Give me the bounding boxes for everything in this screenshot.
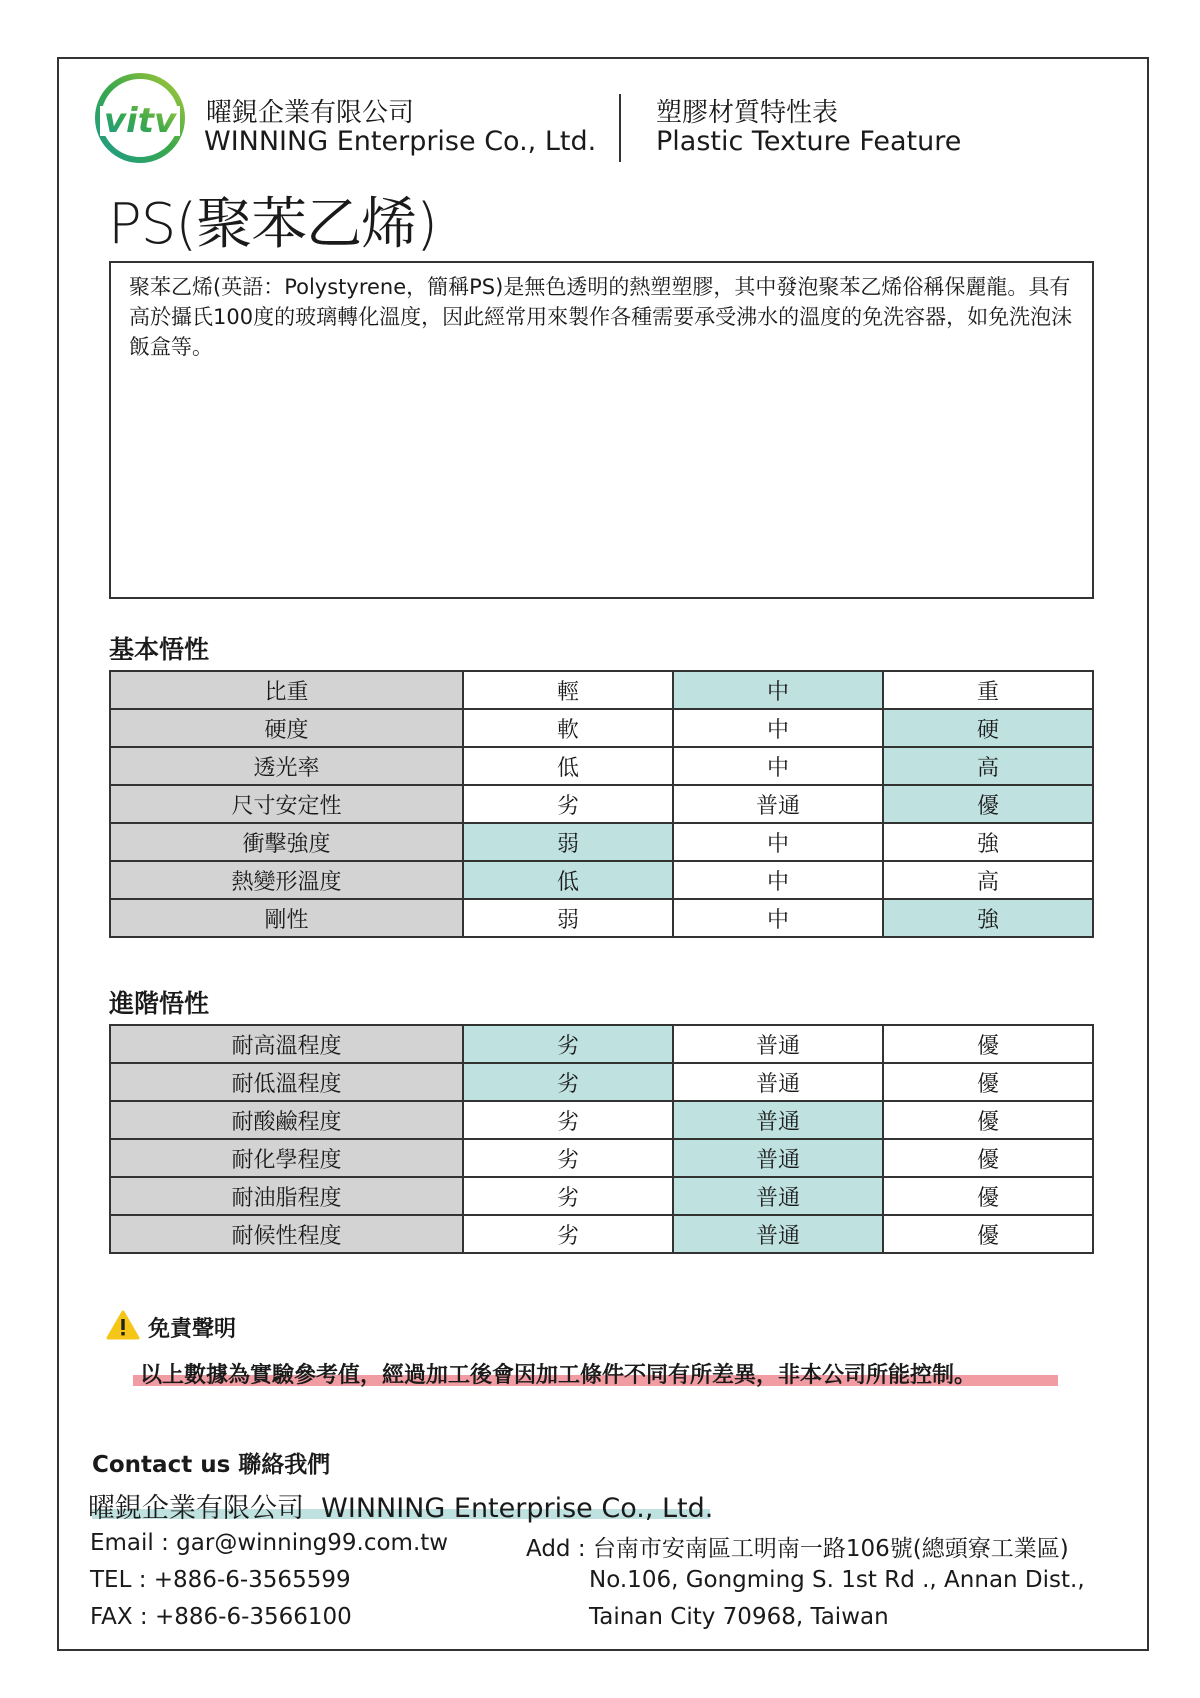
property-label: 耐酸鹼程度	[110, 1101, 463, 1139]
basic-section-title: 基本悟性	[109, 635, 210, 664]
table-row	[110, 1025, 1093, 1063]
table-row	[110, 861, 1093, 899]
property-label: 耐候性程度	[110, 1215, 463, 1253]
advanced-properties-table	[109, 1024, 1094, 1254]
property-option-selected: 普通	[673, 1177, 883, 1215]
property-label: 硬度	[110, 709, 463, 747]
property-option: 中	[673, 823, 883, 861]
material-title: PS(聚苯乙烯)	[108, 192, 438, 257]
property-label: 耐化學程度	[110, 1139, 463, 1177]
disclaimer-text: 以上數據為實驗參考值，經過加工後會因加工條件不同有所差異，非本公司所能控制。	[140, 1363, 977, 1388]
property-option: 優	[883, 1025, 1093, 1063]
table-row	[110, 785, 1093, 823]
property-option-selected: 普通	[673, 1215, 883, 1253]
property-option: 普通	[673, 1025, 883, 1063]
basic-properties-table	[109, 670, 1094, 938]
property-option: 弱	[463, 899, 673, 937]
property-option: 中	[673, 861, 883, 899]
company-logo	[92, 70, 188, 166]
property-label: 剛性	[110, 899, 463, 937]
doc-title-en: Plastic Texture Feature	[656, 126, 962, 157]
property-option-selected: 硬	[883, 709, 1093, 747]
header-divider	[619, 94, 621, 162]
property-option: 中	[673, 709, 883, 747]
warning-icon	[106, 1310, 140, 1340]
table-row	[110, 1139, 1093, 1177]
description-box	[109, 261, 1094, 599]
property-option-selected: 強	[883, 899, 1093, 937]
property-label: 熱變形溫度	[110, 861, 463, 899]
property-option: 強	[883, 823, 1093, 861]
property-option: 重	[883, 671, 1093, 709]
description-text: 聚苯乙烯(英語：Polystyrene，簡稱PS)是無色透明的熱塑塑膠，其中發泡聚苯乙烯俗稱保麗龍。具有高於攝氏100度的玻璃轉化溫度，因此經常用來製作各種需要承受沸水的溫度的免洗容器，如免洗泡沫飯盒等。	[129, 275, 1073, 359]
property-label: 尺寸安定性	[110, 785, 463, 823]
property-option-selected: 高	[883, 747, 1093, 785]
contact-address-cn: Add : 台南市安南區工明南一路106號(總頭寮工業區)	[526, 1536, 1069, 1562]
svg-text:vitv: vitv	[103, 101, 177, 141]
property-option: 優	[883, 1101, 1093, 1139]
property-option: 優	[883, 1177, 1093, 1215]
property-option: 劣	[463, 1101, 673, 1139]
contact-address-en-2: Tainan City 70968, Taiwan	[589, 1604, 889, 1630]
property-option: 優	[883, 1063, 1093, 1101]
property-option: 高	[883, 861, 1093, 899]
property-option: 劣	[463, 1139, 673, 1177]
company-name-cn: 曜鋧企業有限公司	[206, 98, 415, 128]
property-option: 優	[883, 1215, 1093, 1253]
table-row	[110, 1063, 1093, 1101]
property-option: 普通	[673, 1063, 883, 1101]
company-name-en: WINNING Enterprise Co., Ltd.	[204, 126, 597, 157]
contact-email[interactable]: Email : gar@winning99.com.tw	[90, 1530, 449, 1556]
contact-company: 曜鋧企業有限公司 WINNING Enterprise Co., Ltd.	[88, 1493, 714, 1524]
contact-title: Contact us 聯絡我們	[92, 1452, 331, 1478]
property-option: 劣	[463, 1177, 673, 1215]
table-row	[110, 1215, 1093, 1253]
property-label: 衝擊強度	[110, 823, 463, 861]
contact-fax: FAX : +886-6-3566100	[90, 1604, 352, 1630]
property-label: 透光率	[110, 747, 463, 785]
property-option: 低	[463, 747, 673, 785]
table-row	[110, 899, 1093, 937]
contact-address-en-1: No.106, Gongming S. 1st Rd ., Annan Dist.,	[589, 1567, 1085, 1593]
property-option: 劣	[463, 785, 673, 823]
property-option: 優	[883, 1139, 1093, 1177]
property-option-selected: 普通	[673, 1139, 883, 1177]
property-option-selected: 低	[463, 861, 673, 899]
property-option: 輕	[463, 671, 673, 709]
property-option: 軟	[463, 709, 673, 747]
property-option: 中	[673, 899, 883, 937]
property-label: 耐油脂程度	[110, 1177, 463, 1215]
property-option-selected: 普通	[673, 1101, 883, 1139]
property-label: 耐低溫程度	[110, 1063, 463, 1101]
property-option-selected: 優	[883, 785, 1093, 823]
table-row	[110, 671, 1093, 709]
property-option-selected: 弱	[463, 823, 673, 861]
property-option: 普通	[673, 785, 883, 823]
table-row	[110, 823, 1093, 861]
table-row	[110, 1177, 1093, 1215]
property-label: 耐高溫程度	[110, 1025, 463, 1063]
property-option: 劣	[463, 1215, 673, 1253]
contact-tel: TEL : +886-6-3565599	[90, 1567, 351, 1593]
disclaimer-title: 免責聲明	[148, 1317, 237, 1342]
property-option: 中	[673, 747, 883, 785]
property-label: 比重	[110, 671, 463, 709]
table-row	[110, 747, 1093, 785]
property-option-selected: 中	[673, 671, 883, 709]
doc-title-cn: 塑膠材質特性表	[656, 98, 839, 128]
advanced-section-title: 進階悟性	[109, 989, 210, 1018]
property-option-selected: 劣	[463, 1025, 673, 1063]
table-row	[110, 1101, 1093, 1139]
property-option-selected: 劣	[463, 1063, 673, 1101]
table-row	[110, 709, 1093, 747]
